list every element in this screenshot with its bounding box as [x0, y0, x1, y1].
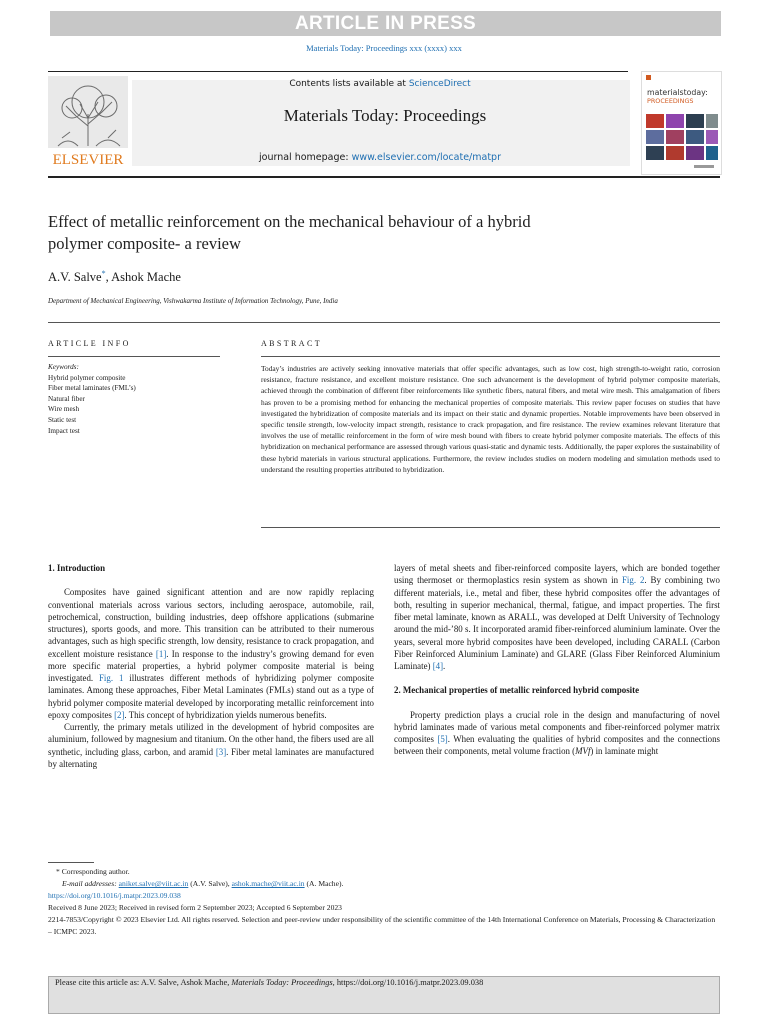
text-run: . When evaluating the qualities of hybrid composites and the connections between their components, metal volume fraction (	[394, 734, 720, 757]
email-owner-1: (A.V. Salve),	[188, 879, 232, 888]
mvf-symbol: MVf	[575, 746, 591, 757]
title-line-1: Effect of metallic reinforcement on the mechanical behaviour of a hybrid	[48, 212, 531, 231]
cover-art-icon	[642, 72, 721, 174]
email-line	[48, 878, 720, 890]
homepage-link[interactable]: www.elsevier.com/locate/matpr	[351, 152, 501, 163]
citation-box	[48, 976, 720, 1014]
info-top-rule	[48, 322, 720, 323]
section-2-heading: 2. Mechanical properties of metallic reinforced hybrid composite	[394, 685, 640, 696]
text-run: . This concept of hybridization yields numerous benefits.	[124, 709, 327, 720]
body-right-column	[394, 562, 720, 758]
cite-journal: Materials Today: Proceedings	[231, 978, 333, 987]
keyword-item: Wire mesh	[48, 405, 80, 414]
homepage-prefix: journal homepage:	[259, 152, 352, 163]
elsevier-wordmark: ELSEVIER	[52, 152, 124, 168]
corresponding-author-mark[interactable]: *	[101, 269, 106, 278]
footnote-rule	[48, 862, 94, 863]
author-list	[48, 269, 181, 285]
email-label: E-mail addresses:	[62, 879, 119, 888]
text-run: . By combining two different materials, i.e., metal and fiber, these hybrid composites offer the advantages of both, resulting in superior mechanical, thermal, fatigue, and impact properties. The first fiber metal laminate, known as ARALL, was developed at Delft University of Technology around the mid-’80 s. It incorporated aramid fiber-reinforced aluminium laminate. Over the years, several more hybrid composites have been developed, including CARALL (Carbon Fiber Reinforced Aluminium Laminate) and GLARE (Glass Fiber Reinforced Aluminium Laminate)	[394, 575, 720, 671]
author-separator: ,	[105, 270, 112, 285]
received-dates: Received 8 June 2023; Received in revised form 2 September 2023; Accepted 6 September 2023	[48, 903, 342, 912]
contents-availability	[140, 79, 620, 89]
intro-paragraph-1	[48, 586, 374, 721]
citation-link[interactable]: [5]	[437, 734, 448, 744]
email-link-2[interactable]: ashok.mache@viit.ac.in	[231, 879, 305, 888]
spacer	[394, 697, 720, 709]
email-link-1[interactable]: aniket.salve@viit.ac.in	[118, 879, 189, 888]
header-bottom-rule	[48, 176, 720, 178]
text-run: layers of metal sheets and fiber-reinforced composite layers, which are bonded together using thermoset or thermoplastics resin system as shown in	[394, 563, 720, 586]
citation-link[interactable]: [2]	[114, 709, 125, 720]
article-info-heading: ARTICLE INFO	[48, 339, 131, 348]
keyword-item: Static test	[48, 415, 77, 424]
article-info-rule	[48, 356, 220, 357]
journal-cover-image	[641, 71, 722, 175]
cite-prefix: Please cite this article as: A.V. Salve, Ashok Mache,	[55, 978, 232, 987]
cover-title-1: materialstoday:	[647, 88, 708, 97]
keyword-item: Fiber metal laminates (FML’s)	[48, 384, 136, 393]
citation-link[interactable]: [4]	[432, 661, 444, 671]
citation-link[interactable]: [1]	[155, 648, 167, 659]
section-1-heading: 1. Introduction	[48, 563, 106, 573]
text-run: Composites have gained significant attention and are now rapidly replacing conventional materials across various sectors, including aerospace, automobile, rail, petrochemical, construction, building industries, deep offshore applications (submarine structures), sports goods, and more. This transition can be attributed to their numerous advantages, such as high specific strength, low density, resistance to crack propagation, and excellent moisture resistance	[48, 587, 374, 659]
spacer	[394, 672, 720, 684]
header-top-rule	[48, 71, 628, 72]
text-run: .	[443, 661, 446, 671]
keywords-block	[48, 362, 223, 436]
email-owner-2: (A. Mache).	[304, 879, 344, 888]
journal-title: Materials Today: Proceedings	[283, 106, 487, 125]
text-run: Currently, the primary metals utilized in the development of hybrid composites are aluminium, followed by magnesium and titanium. On the other hand, the fibers used are all synthetic, including glass, carbon, and aramid	[48, 722, 374, 757]
keyword-item: Impact test	[48, 426, 80, 435]
copyright-notice: 2214-7853/Copyright © 2023 Elsevier Ltd. All rights reserved. Selection and peer-review under responsibility of the scientific committee of the 14th International Conference on Materials, Processing & Characterization – ICMPC 2023.	[48, 915, 716, 936]
affiliation: Department of Mechanical Engineering, Vishwakarma Institute of Information Technology, Pune, India	[48, 297, 338, 305]
doi-link[interactable]: https://doi.org/10.1016/j.matpr.2023.09.038	[48, 891, 181, 900]
text-run: ) in laminate might	[590, 746, 659, 757]
footnote-mark: *	[56, 867, 60, 876]
title-line-2: polymer composite- a review	[48, 234, 241, 253]
author-2: Ashok Mache	[111, 270, 181, 285]
intro-paragraph-2	[48, 721, 374, 770]
cite-suffix[interactable]: , https://doi.org/10.1016/j.matpr.2023.09.038	[332, 978, 484, 987]
keywords-label: Keywords:	[48, 363, 79, 371]
abstract-heading: ABSTRACT	[261, 339, 322, 348]
keyword-item: Hybrid polymer composite	[48, 373, 126, 382]
abstract-rule	[261, 356, 720, 357]
elsevier-tree-icon	[48, 76, 128, 168]
section-2-paragraph-1	[394, 709, 720, 758]
journal-homepage	[140, 152, 620, 163]
text-run: . Fiber metal laminates are manufactured by alternating	[48, 746, 374, 769]
figure-link[interactable]: Fig. 1	[99, 673, 124, 683]
article-title	[48, 211, 688, 255]
corresponding-author-note	[48, 866, 720, 878]
corresponding-author-text: Corresponding author.	[61, 867, 130, 876]
spacer	[48, 574, 374, 586]
text-run: illustrates different methods of hybridizing polymer composite laminates. Among these approaches, Fiber Metal Laminates (FMLs) stand out as a type of hybrid polymer composite material developed by incorporating metallic reinforcement into epoxy composites	[48, 673, 374, 720]
author-1: A.V. Salve	[48, 270, 102, 285]
intro-paragraph-2-cont	[394, 562, 720, 672]
keyword-item: Natural fiber	[48, 394, 85, 403]
citation-link[interactable]: [3]	[215, 746, 227, 757]
text-run: Property prediction plays a crucial role in the design and manufacturing of novel hybrid laminates made of various metal components and fiber-reinforced polymer matrix composites	[394, 709, 720, 744]
body-left-column	[48, 562, 374, 770]
figure-link[interactable]: Fig. 2	[621, 575, 645, 586]
contents-prefix: Contents lists available at	[289, 79, 409, 89]
article-in-press-banner: ARTICLE IN PRESS	[50, 11, 721, 36]
abstract-bottom-rule	[261, 527, 720, 528]
journal-reference[interactable]: Materials Today: Proceedings xxx (xxxx) xxx	[306, 43, 462, 53]
cover-title-2: PROCEEDINGS	[647, 97, 694, 105]
sciencedirect-link[interactable]: ScienceDirect	[408, 79, 471, 89]
footnotes	[48, 866, 720, 938]
text-run: . In response to the industry’s growing demand for even more specific material properties, a hybrid polymer composite material is being investigated.	[48, 648, 374, 683]
abstract-text: Today’s industries are actively seeking innovative materials that offer specific advantages, such as low cost, high strength-to-weight ratio, corrosion resistance, fracture resistance, and excellent moisture resistance. One such advancement is the development of hybrid polymer composite materials, achieved through the combination of different fiber reinforcements like synthetic fibers, natural fibers, and metal wire mesh. This amalgamation of fibers has proven to be a promising method for enhancing the mechanical properties of composite materials. This review paper focuses on studies that have investigated the hybridization of composite materials and its impact on their static and dynamic properties. Notable improvements have been observed in specific tensile strength, low-velocity impact strength, resistance to crack propagation, and fire resistance. The review examines relevant literature that involves the use of metallic reinforcement in the form of wire mesh bound with fibers to create hybrid polymer composite materials. The effects of this hybridization on mechanical performance are assessed through various quasi-static and dynamic tests. Additionally, the paper explores the sustainability of these hybrid materials in various structural applications. Furthermore, the review includes studies on modern modeling and simulation methods used to understand the resulting properties attributed to hybridization.	[261, 364, 720, 474]
elsevier-logo	[48, 76, 128, 168]
